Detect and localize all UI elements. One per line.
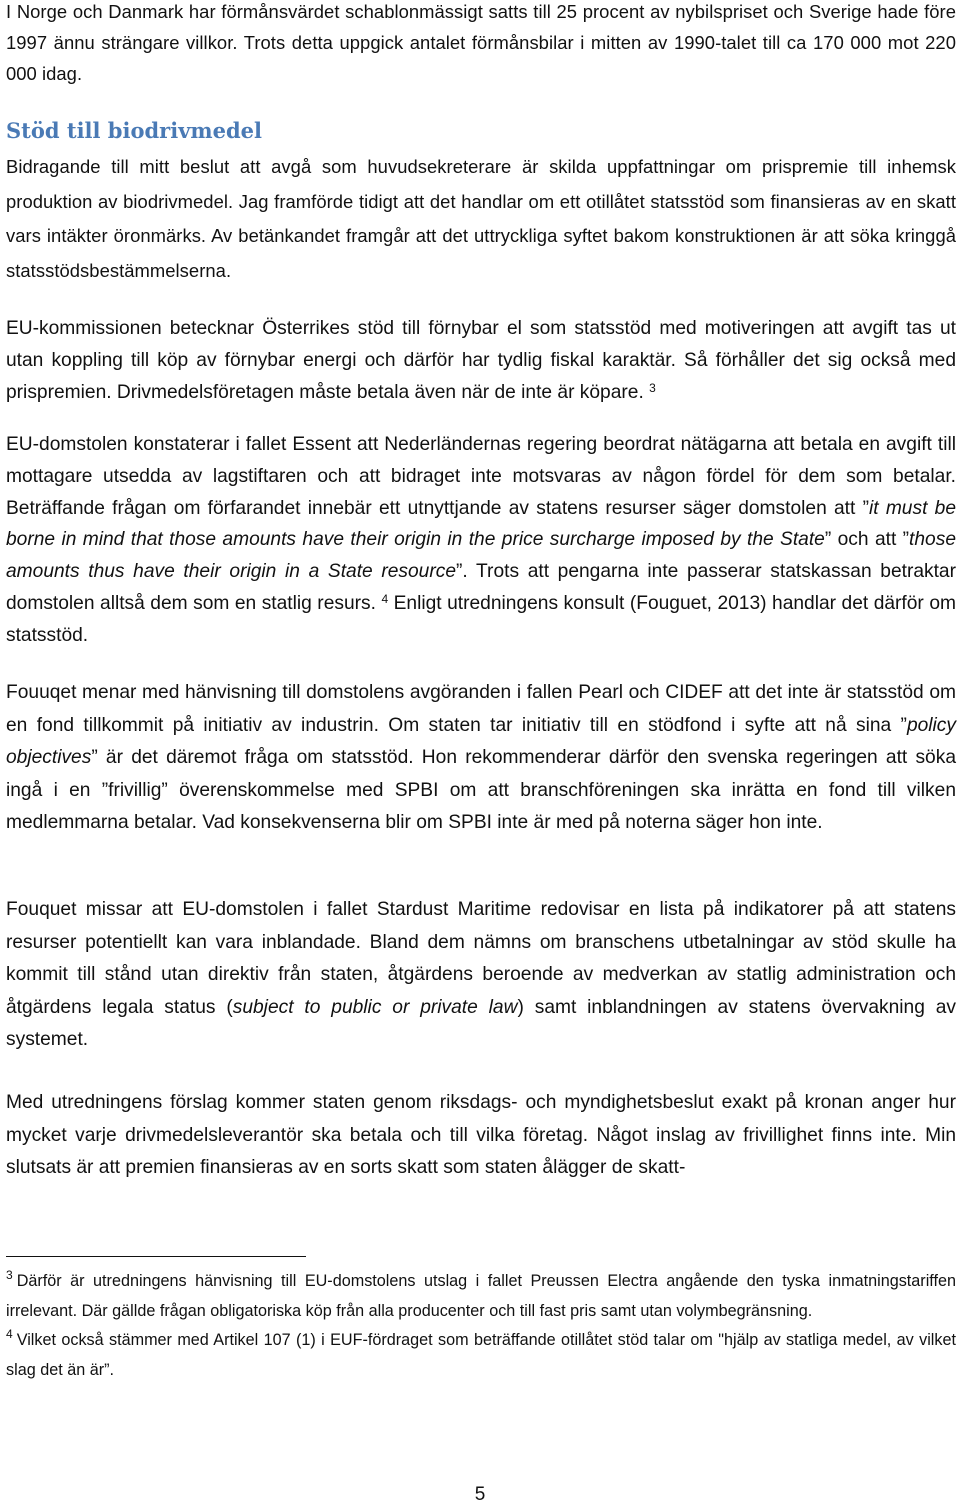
paragraph-prispremie: Bidragande till mitt beslut att avgå som huvudsekreterare är skilda uppfattningar om prispremie till inhemsk produktion av biodrivmedel. Jag framförde tidigt att det handlar om ett otillåtet statsstöd som finansieras av en skatt vars intäkter öronmärks. Av betänkandet framgår att det uttryckliga syftet bakom konstruktionen är att söka kringgå statsstödsbestämmelserna. [6, 156, 956, 281]
paragraph-fouquet-stardust: Fouquet missar att EU-domstolen i fallet Stardust Maritime redovisar en lista på indikatorer på att statens resurser potentiellt kan vara inblandade. Bland dem nämns om branschens utbetalningar av stöd skulle ha kommit till stånd utan direktiv från staten, åtgärdens beroende av medverkan av statlig administration och åtgärdens legala status (subject to public or private law) samt inblandningen av statens övervakning av systemet. [6, 899, 956, 1051]
footnote-ref-3[interactable]: 3 [649, 380, 656, 395]
footnote-4: $^4$ Vilket också stämmer med Artikel 107 (1) i EUF-fördraget som beträffande otillåtet stöd talar om "hjälp av statliga medel, av vilket slag det än är”. [6, 1327, 956, 1379]
paragraph-eu-kommissionen: EU-kommissionen betecknar Österrikes stöd till förnybar el som statsstöd med motiveringen att avgift tas ut utan koppling till köp av förnybar energi och därför har tydlig fiskal karaktär. Så förhåller det sig också med prispremien. Drivmedelsföretagen måste betala även när de inte är köpare. $^3$ [6, 318, 956, 403]
section-heading: Stöd till biodrivmedel [6, 118, 263, 143]
paragraph-fouuqet: Fouuqet menar med hänvisning till domstolens avgöranden i fallen Pearl och CIDEF att det inte är statsstöd om en fond tillkommit på initiativ av industrin. Om staten tar initiativ till en stödfond i syfte att nå sina ”policy objectives” är det däremot fråga om statsstöd. Hon rekommenderar därför den svenska regeringen att söka ingå i en ”frivillig” överenskommelse med SPBI om att branschföreningen ska inrätta en fond till vilken medlemmarna betalar. Vad konsekvenserna blir om SPBI inte är med på noterna säger hon inte. [6, 682, 956, 834]
footnote-3: $^3$ Därför är utredningens hänvisning till EU-domstolens utslag i fallet Preussen Electra angående den tyska inmatningstariffen irrelevant. Där gällde frågan obligatoriska köp från alla producenter och till fast pris samt utan volymbegränsning. [6, 1268, 956, 1320]
footnote-separator [6, 1256, 306, 1257]
paragraph-eu-domstolen: EU-domstolen konstaterar i fallet Essent att Nederländernas regering beordrat nätägarna att betala en avgift till mottagare utsedda av lagstiftaren och att bidraget inte motsvaras av någon fördel för dem som betalar. Beträffande frågan om förfarandet innebär ett utnyttjande av statens resurser säger domstolen att ”it must be borne in mind that those amounts have their origin in the price surcharge imposed by the State” och att ”those amounts thus have their origin in a State resource”. Trots att pengarna inte passerar statskassan betraktar domstolen alltså dem som en statlig resurs. $^4$ Enligt utredningens konsult (Fouguet, 2013) handlar det därför om statsstöd. [6, 434, 956, 646]
paragraph-intro: I Norge och Danmark har förmånsvärdet schablonmässigt satts till 25 procent av nybilspriset och Sverige hade före 1997 ännu strängare villkor. Trots detta uppgick antalet förmånsbilar i mitten av 1990-talet till ca 170 000 mot 220 000 idag. [6, 1, 956, 84]
footnote-ref-4[interactable]: 4 [381, 591, 389, 606]
footnotes [6, 1267, 956, 1385]
paragraph-utredningens-forslag: Med utredningens förslag kommer staten genom riksdags- och myndighetsbeslut exakt på kronan anger hur mycket varje drivmedelsleverantör ska betala och till vilka företag. Något inslag av frivillighet finns inte. Min slutsats är att premien finansieras av en sorts skatt som staten ålägger de skatt- [6, 1092, 956, 1179]
page-number: 5 [474, 1484, 486, 1505]
